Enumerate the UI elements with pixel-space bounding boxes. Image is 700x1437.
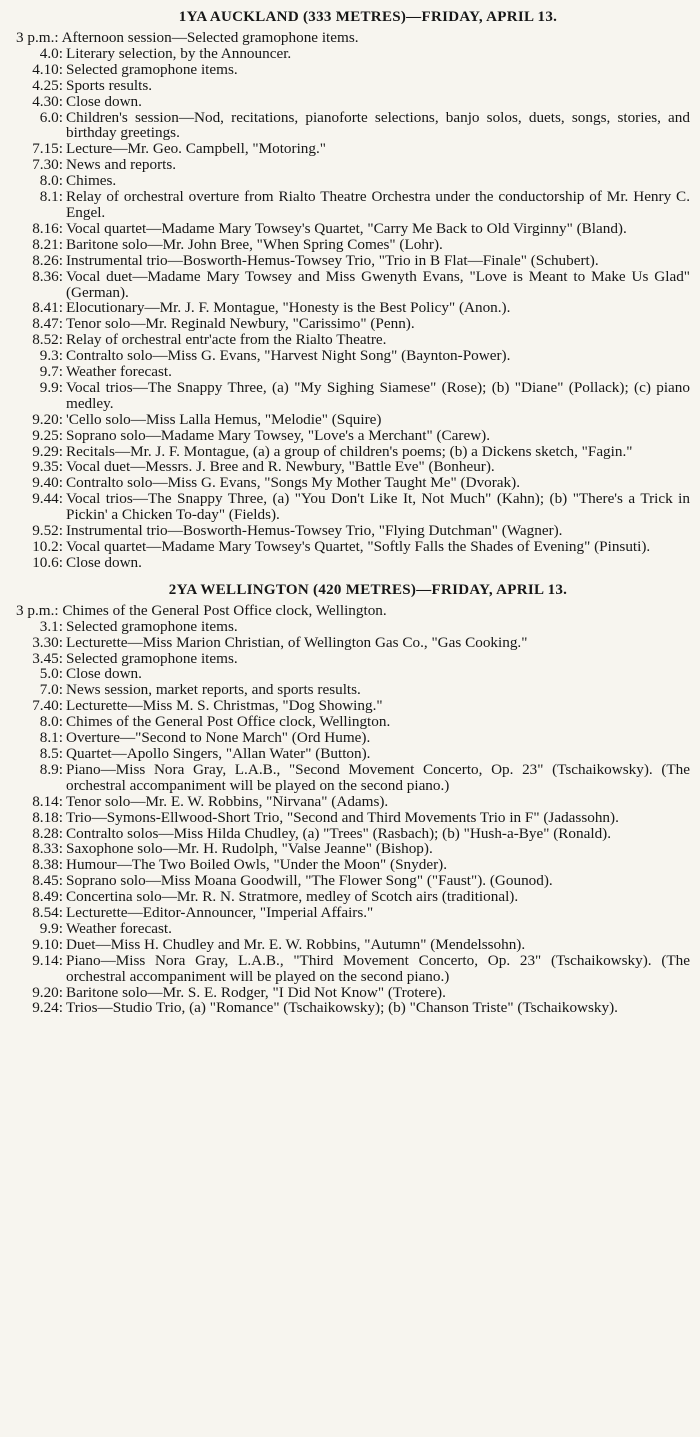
entry-time: 8.54: xyxy=(32,904,63,922)
entry-text: Weather forecast. xyxy=(66,363,172,381)
entry-text: News and reports. xyxy=(66,156,177,174)
entry-text: Contralto solos—Miss Hilda Chudley, (a) "Trees" (Rasbach); (b) "Hush-a-Bye" (Ronald). xyxy=(66,824,612,842)
programme-entry xyxy=(16,873,690,889)
entry-time: 8.21: xyxy=(32,235,63,253)
entry-time: 7.0: xyxy=(39,681,63,699)
programme-entry xyxy=(16,619,690,635)
entry-text: Trios—Studio Trio, (a) "Romance" (Tschaikowsky); (b) "Chanson Triste" (Tschaikowsky). xyxy=(66,999,618,1017)
entry-text: Humour—The Two Boiled Owls, "Under the Moon" (Snyder). xyxy=(66,856,447,874)
entry-text: Vocal quartet—Madame Mary Towsey's Quartet, "Softly Falls the Shades of Evening" (Pinsuti). xyxy=(66,538,651,555)
entry-time: 3.30: xyxy=(32,633,63,651)
entry-text: Baritone solo—Mr. John Bree, "When Spring Comes" (Lohr). xyxy=(66,235,443,253)
programme-entry xyxy=(16,603,690,619)
entry-time: 8.9: xyxy=(39,760,63,778)
programme-entry xyxy=(16,444,690,460)
entry-time: 9.20: xyxy=(32,983,63,1001)
entry-time: 8.1: xyxy=(39,729,63,747)
entry-time: 8.36: xyxy=(32,267,63,285)
programme-entry xyxy=(16,539,690,555)
programme-entry xyxy=(16,698,690,714)
programme-entry xyxy=(16,889,690,905)
entry-text: Quartet—Apollo Singers, "Allan Water" (Button). xyxy=(66,744,371,762)
programme-entry xyxy=(16,300,690,316)
entry-text: Chimes. xyxy=(66,172,117,190)
programme-entry xyxy=(16,380,690,412)
programme-entry xyxy=(16,62,690,78)
entry-time: 8.49: xyxy=(32,888,63,906)
programme-entry xyxy=(16,253,690,269)
entry-text: Close down. xyxy=(66,92,142,110)
programme-entry xyxy=(16,714,690,730)
entry-time: 4.25: xyxy=(32,76,63,94)
programme-entry xyxy=(16,666,690,682)
programme-entry xyxy=(16,985,690,1001)
entry-time: 9.24: xyxy=(32,999,63,1017)
programme-entry xyxy=(16,78,690,94)
entry-text: Literary selection, by the Announcer. xyxy=(66,44,292,62)
entry-time: 4.10: xyxy=(32,60,63,78)
programme-entry xyxy=(16,953,690,985)
entry-time: 3 p.m.: xyxy=(16,29,59,46)
entry-time: 8.18: xyxy=(32,808,63,826)
entry-text: Sports results. xyxy=(66,76,153,94)
entry-text: Lecture—Mr. Geo. Campbell, "Motoring." xyxy=(66,140,326,158)
entry-time: 10.6: xyxy=(32,553,63,571)
programme-entry xyxy=(16,810,690,826)
entry-text: Chimes of the General Post Office clock, Wellington. xyxy=(66,713,391,731)
station-section xyxy=(16,577,690,1017)
entry-text: Weather forecast. xyxy=(66,919,172,937)
entry-text: Lecturette—Editor-Announcer, "Imperial Affairs." xyxy=(66,904,374,922)
entry-text: Vocal quartet—Madame Mary Towsey's Quartet, "Carry Me Back to Old Virginny" (Bland). xyxy=(66,219,627,237)
programme-entry xyxy=(16,348,690,364)
programme-entry xyxy=(16,46,690,62)
entry-time: 8.14: xyxy=(32,792,63,810)
entry-text: News session, market reports, and sports results. xyxy=(66,681,361,699)
programme-entry xyxy=(16,221,690,237)
programme-entry xyxy=(16,762,690,794)
entry-time: 8.41: xyxy=(32,299,63,317)
entry-time: 9.40: xyxy=(32,474,63,492)
programme-entry xyxy=(16,364,690,380)
entry-time: 7.15: xyxy=(32,140,63,158)
entry-time: 9.29: xyxy=(32,442,63,460)
entry-text: Contralto solo—Miss G. Evans, "Harvest Night Song" (Baynton-Power). xyxy=(66,347,511,365)
entry-time: 5.0: xyxy=(39,665,63,683)
programme-entry xyxy=(16,30,690,46)
programme-entry xyxy=(16,730,690,746)
programme-entry xyxy=(16,475,690,491)
entry-text: Tenor solo—Mr. Reginald Newbury, "Carissimo" (Penn). xyxy=(66,315,415,333)
programme-entry xyxy=(16,428,690,444)
programme-entry xyxy=(16,937,690,953)
programme-entry xyxy=(16,841,690,857)
entry-time: 9.44: xyxy=(32,490,63,508)
entry-text: Close down. xyxy=(66,553,142,571)
entry-time: 3.45: xyxy=(32,649,63,667)
entry-time: 9.35: xyxy=(32,458,63,476)
programme-entry xyxy=(16,173,690,189)
entry-text: Concertina solo—Mr. R. N. Stratmore, medley of Scotch airs (traditional). xyxy=(66,888,519,906)
entry-text: Relay of orchestral entr'acte from the Rialto Theatre. xyxy=(66,331,387,349)
programme-entry xyxy=(16,332,690,348)
entry-time: 8.16: xyxy=(32,219,63,237)
station-heading: 1YA AUCKLAND (333 METRES)—FRIDAY, APRIL 13. xyxy=(178,9,558,25)
station-section xyxy=(16,4,690,571)
programme-entry xyxy=(16,682,690,698)
entry-time: 9.3: xyxy=(39,347,63,365)
programme-entry xyxy=(16,110,690,142)
programme-entry xyxy=(16,921,690,937)
entry-text: Close down. xyxy=(66,665,142,683)
entry-text: Piano—Miss Nora Gray, L.A.B., "Third Movement Concerto, Op. 23" (Tschaikowsky). (The orchestral accompaniment will be played on the second piano.) xyxy=(66,951,690,985)
entry-text: Instrumental trio—Bosworth-Hemus-Towsey Trio, "Trio in B Flat—Finale" (Schubert). xyxy=(66,251,599,269)
programme-entry xyxy=(16,412,690,428)
entry-time: 9.10: xyxy=(32,935,63,953)
entry-text: 'Cello solo—Miss Lalla Hemus, "Melodie" (Squire) xyxy=(66,410,382,428)
entry-time: 9.9: xyxy=(39,919,63,937)
programme-entry xyxy=(16,189,690,221)
entry-text: Selected gramophone items. xyxy=(66,60,238,78)
programme-entry xyxy=(16,1000,690,1016)
programme-entry xyxy=(16,523,690,539)
entry-text: Overture—"Second to None March" (Ord Hume). xyxy=(66,729,371,747)
entry-text: Vocal trios—The Snappy Three, (a) "My Sighing Siamese" (Rose); (b) "Diane" (Pollack); (c) piano medley. xyxy=(66,378,690,412)
entry-text: Tenor solo—Mr. E. W. Robbins, "Nirvana" (Adams). xyxy=(66,792,389,810)
programme-entry xyxy=(16,237,690,253)
entry-text: Contralto solo—Miss G. Evans, "Songs My Mother Taught Me" (Dvorak). xyxy=(66,474,520,492)
programme-entry xyxy=(16,651,690,667)
entry-time: 3 p.m.: xyxy=(16,601,59,619)
entry-text: Instrumental trio—Bosworth-Hemus-Towsey Trio, "Flying Dutchman" (Wagner). xyxy=(66,522,563,540)
entry-text: Afternoon session—Selected gramophone items. xyxy=(61,29,359,46)
entry-text: Selected gramophone items. xyxy=(66,617,238,635)
entry-time: 4.0: xyxy=(39,44,63,62)
entry-time: 9.25: xyxy=(32,426,63,444)
entry-time: 8.33: xyxy=(32,840,63,858)
programme-entry xyxy=(16,491,690,523)
entry-text: Soprano solo—Madame Mary Towsey, "Love's a Merchant" (Carew). xyxy=(66,426,491,444)
entry-text: Recitals—Mr. J. F. Montague, (a) a group of children's poems; (b) a Dickens sketch, "Fagin." xyxy=(66,442,633,460)
entry-time: 4.30: xyxy=(32,92,63,110)
entry-text: Trio—Symons-Ellwood-Short Trio, "Second and Third Movements Trio in F" (Jadassohn). xyxy=(66,808,619,826)
entry-text: Saxophone solo—Mr. H. Rudolph, "Valse Jeanne" (Bishop). xyxy=(66,840,433,858)
programme-entry xyxy=(16,269,690,301)
programme-entry xyxy=(16,94,690,110)
entry-text: Duet—Miss H. Chudley and Mr. E. W. Robbins, "Autumn" (Mendelssohn). xyxy=(66,935,526,953)
entry-time: 3.1: xyxy=(39,617,63,635)
entry-time: 8.38: xyxy=(32,856,63,874)
programme-entry xyxy=(16,141,690,157)
programme-entry xyxy=(16,635,690,651)
station-heading: 2YA WELLINGTON (420 METRES)—FRIDAY, APRIL 13. xyxy=(168,581,568,598)
entry-text: Soprano solo—Miss Moana Goodwill, "The Flower Song" ("Faust"). (Gounod). xyxy=(66,872,553,890)
entry-text: Vocal trios—The Snappy Three, (a) "You Don't Like It, Not Much" (Kahn); (b) "There's a Trick in Pickin' a Chicken To-day" (Fields). xyxy=(66,490,690,524)
entry-time: 8.52: xyxy=(32,331,63,349)
programme-entry xyxy=(16,316,690,332)
entry-time: 7.30: xyxy=(32,156,63,174)
programme-entry xyxy=(16,555,690,571)
entry-time: 9.52: xyxy=(32,522,63,540)
entry-time: 9.14: xyxy=(32,951,63,969)
entry-text: Selected gramophone items. xyxy=(66,649,238,667)
entry-time: 8.1: xyxy=(39,188,63,206)
entry-time: 8.0: xyxy=(39,172,63,190)
programme-entry xyxy=(16,157,690,173)
entry-text: Children's session—Nod, recitations, pianoforte selections, banjo solos, duets, songs, stories, and birthday greetings. xyxy=(66,108,690,142)
entry-text: Vocal duet—Madame Mary Towsey and Miss Gwenyth Evans, "Love is Meant to Make Us Glad" (German). xyxy=(66,267,690,301)
programme-entry xyxy=(16,905,690,921)
entry-time: 9.7: xyxy=(39,363,63,381)
entry-time: 6.0: xyxy=(39,108,63,126)
entry-text: Piano—Miss Nora Gray, L.A.B., "Second Movement Concerto, Op. 23" (Tschaikowsky). (The orchestral accompaniment will be played on the second piano.) xyxy=(66,760,690,794)
entry-text: Elocutionary—Mr. J. F. Montague, "Honesty is the Best Policy" (Anon.). xyxy=(66,299,511,317)
entry-time: 8.45: xyxy=(32,872,63,890)
entry-text: Baritone solo—Mr. S. E. Rodger, "I Did Not Know" (Trotere). xyxy=(66,983,446,1001)
entry-time: 8.26: xyxy=(32,251,63,269)
programme-entry xyxy=(16,826,690,842)
programme-entry xyxy=(16,746,690,762)
entry-text: Vocal duet—Messrs. J. Bree and R. Newbury, "Battle Eve" (Bonheur). xyxy=(66,458,495,476)
entry-time: 9.20: xyxy=(32,410,63,428)
entry-time: 9.9: xyxy=(39,378,63,396)
programme-entry xyxy=(16,794,690,810)
programme-entry xyxy=(16,459,690,475)
entry-text: Lecturette—Miss M. S. Christmas, "Dog Showing." xyxy=(66,697,383,715)
entry-time: 8.0: xyxy=(39,713,63,731)
entry-time: 8.28: xyxy=(32,824,63,842)
entry-time: 7.40: xyxy=(32,697,63,715)
entry-text: Lecturette—Miss Marion Christian, of Wellington Gas Co., "Gas Cooking." xyxy=(66,633,528,651)
entry-time: 8.47: xyxy=(32,315,63,333)
entry-time: 10.2: xyxy=(32,538,63,555)
entry-time: 8.5: xyxy=(39,744,63,762)
programme-entry xyxy=(16,857,690,873)
entry-text: Relay of orchestral overture from Rialto Theatre Orchestra under the conductorship of Mr. Henry C. Engel. xyxy=(66,188,690,221)
entry-text: Chimes of the General Post Office clock, Wellington. xyxy=(62,601,387,619)
